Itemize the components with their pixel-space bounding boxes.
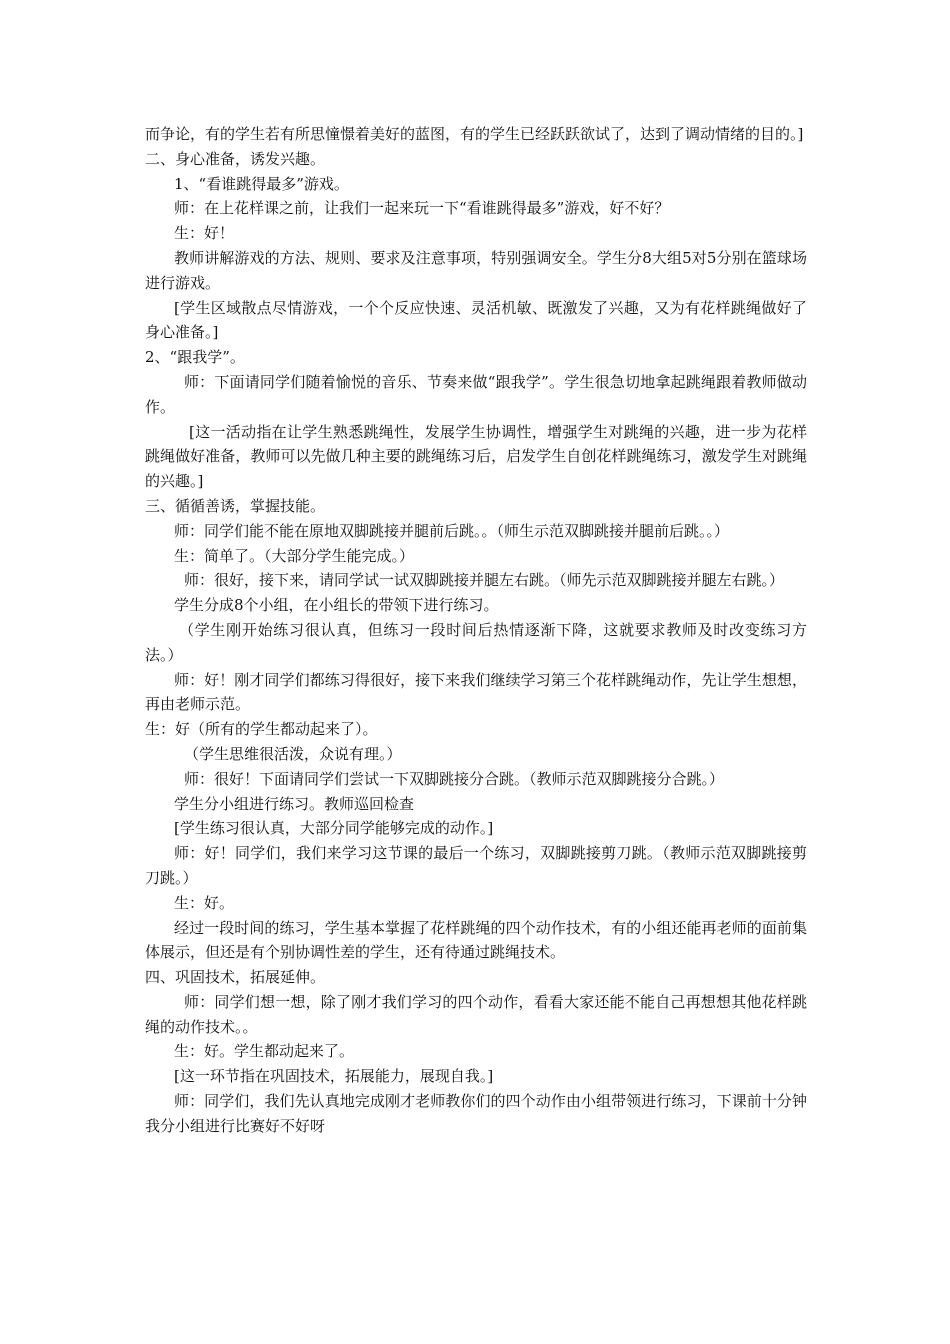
commentary-paragraph: （学生刚开始练习很认真，但练习一段时间后热情逐渐下降，这就要求教师及时改变练习方法。） [145, 620, 807, 664]
teacher-line: 师：好！刚才同学们都练习得很好，接下来我们继续学习第三个花样跳绳动作，先让学生想想，再由老师示范。 [145, 670, 807, 714]
teacher-line: 师：同学们，我们先认真地完成刚才老师教你们的四个动作由小组带领进行练习，下课前十分钟我分小组进行比赛好不好呀 [145, 1092, 807, 1135]
teacher-line: 师：同学们想一想，除了刚才我们学习的四个动作，看看大家还能不能自己再想想其他花样跳绳的动作技术。。 [145, 992, 807, 1036]
commentary-paragraph: [学生区域散点尽情游戏，一个个反应快速、灵活机敏、既激发了兴趣，又为有花样跳绳做好了身心准备。] [145, 298, 807, 342]
subheading-game: 1、“看谁跳得最多”游戏。 [174, 174, 349, 193]
paragraph: 经过一段时间的练习，学生基本掌握了花样跳绳的四个动作技术，有的小组还能再老师的面前集体展示，但还是有个别协调性差的学生，还有待通过跳绳技术。 [145, 918, 807, 962]
teacher-line: 师：同学们能不能在原地双脚跳接并腿前后跳。。（师生示范双脚跳接并腿前后跳。。） [174, 521, 730, 540]
subheading-follow-me: 2、“跟我学”。 [145, 348, 245, 367]
teacher-line: 师：在上花样课之前，让我们一起来玩一下“看谁跳得最多”游戏，好不好？ [174, 199, 670, 218]
section-heading-3: 三、循循善诱，掌握技能。 [145, 496, 326, 515]
student-line: 生：好。学生都动起来了。 [174, 1042, 355, 1061]
student-line: 生：简单了。（大部分学生能完成。） [174, 546, 415, 565]
paragraph: 学生分小组进行练习。教师巡回检查 [174, 794, 415, 813]
document-body [145, 122, 807, 1139]
teacher-line: 师：很好！下面请同学们尝试一下双脚跳接分合跳。（教师示范双脚跳接分合跳。） [184, 769, 725, 788]
student-line: 生：好。 [174, 893, 235, 912]
commentary-paragraph: [这一环节指在巩固技术，拓展能力，展现自我。] [174, 1067, 494, 1086]
student-line: 生：好（所有的学生都动起来了）。 [145, 720, 378, 739]
commentary-paragraph: [学生练习很认真，大部分同学能够完成的动作。] [174, 819, 494, 838]
paragraph-continuation: 而争论，有的学生若有所思憧憬着美好的蓝图，有的学生已经跃跃欲试了，达到了调动情绪的目的。] [145, 125, 804, 143]
student-line: 生：好！ [174, 224, 235, 243]
section-heading-4: 四、巩固技术，拓展延伸。 [145, 968, 326, 987]
teacher-line: 师：很好，接下来，请同学试一试双脚跳接并腿左右跳。（师先示范双脚跳接并腿左右跳。） [184, 571, 785, 590]
teacher-line: 师：好！同学们，我们来学习这节课的最后一个练习，双脚跳接剪刀跳。（教师示范双脚跳接剪刀跳。） [145, 844, 807, 887]
paragraph: 教师讲解游戏的方法、规则、要求及注意事项，特别强调安全。学生分8大组5对5分别在篮球场进行游戏。 [145, 248, 807, 292]
commentary-paragraph: [这一活动指在让学生熟悉跳绳性，发展学生协调性，增强学生对跳绳的兴趣，进一步为花样跳绳做好准备，教师可以先做几种主要的跳绳练习后，启发学生自创花样跳绳练习，激发学生对跳绳的兴趣。] [145, 422, 807, 491]
section-heading-2: 二、身心准备，诱发兴趣。 [145, 149, 326, 168]
teacher-line: 师：下面请同学们随着愉悦的音乐、节奏来做“跟我学”。学生很急切地拿起跳绳跟着教师做动作。 [145, 372, 807, 416]
paragraph: 学生分成8个小组，在小组长的带领下进行练习。 [174, 596, 499, 615]
commentary-paragraph: （学生思维很活泼，众说有理。） [184, 744, 402, 763]
